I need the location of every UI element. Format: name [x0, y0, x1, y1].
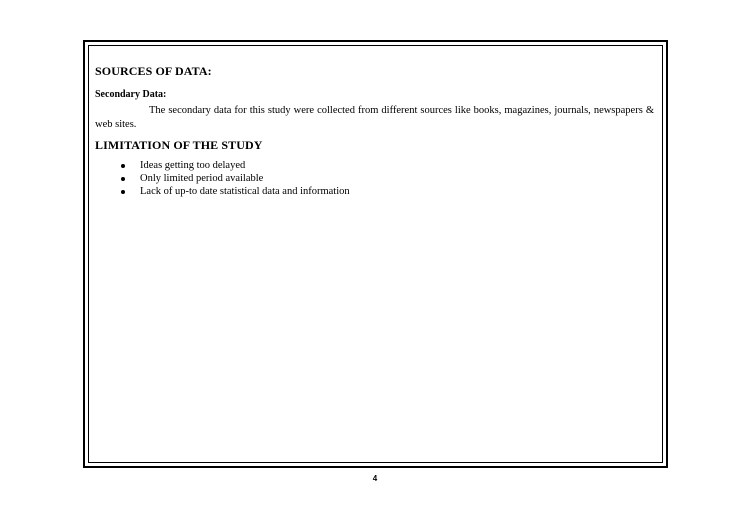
bullet-icon	[121, 190, 125, 194]
bullet-icon	[121, 177, 125, 181]
page-content	[95, 64, 654, 198]
list-item	[95, 185, 654, 198]
limitation-heading: LIMITATION OF THE STUDY	[95, 138, 263, 152]
limitation-list	[95, 159, 654, 198]
secondary-data-subheading: Secondary Data:	[95, 89, 167, 100]
sources-of-data-heading: SOURCES OF DATA:	[95, 64, 212, 78]
bullet-icon	[121, 164, 125, 168]
list-item	[95, 159, 654, 172]
secondary-data-paragraph: The secondary data for this study were collected from different sources like books, magazines, journals, newspapers & web sites.	[95, 105, 654, 130]
page-border	[83, 40, 668, 468]
list-item	[95, 172, 654, 185]
list-item-text: Lack of up-to date statistical data and information	[140, 186, 350, 197]
list-item-text: Only limited period available	[140, 173, 264, 184]
page-border-inner	[88, 45, 663, 463]
page-number: 4	[372, 474, 378, 483]
list-item-text: Ideas getting too delayed	[140, 160, 246, 171]
